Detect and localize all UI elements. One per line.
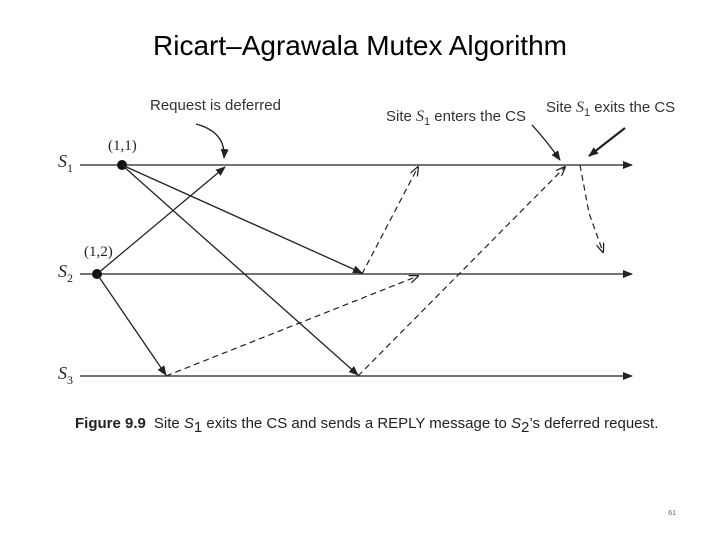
annotation-request-deferred: Request is deferred <box>150 97 281 114</box>
site-label-s2: $S_2$ <box>58 261 73 285</box>
reply-msg-s3-to-s2 <box>166 276 418 376</box>
request-msg-s1-to-s3 <box>122 165 358 375</box>
timestamp-s1: (1,1) <box>108 138 137 154</box>
slide-title: Ricart–Agrawala Mutex Algorithm <box>153 30 567 61</box>
page-number: 61 <box>668 510 676 517</box>
figure-caption: Figure 9.9 Site S1 exits the CS and sends a REPLY message to S2’s deferred request. <box>75 415 659 436</box>
reply-msg-s2-to-s1 <box>362 167 418 274</box>
site-label-s1: $S_1$ <box>58 151 73 175</box>
request-msg-s2-to-s3 <box>97 274 166 375</box>
annotation-site-exits-cs: Site $S_1$ exits the CS <box>546 99 676 119</box>
deferred-pointer-arrow <box>196 124 224 158</box>
exits-cs-pointer-arrow <box>589 128 625 156</box>
enters-cs-pointer-arrow <box>532 125 560 160</box>
annotation-site-enters-cs: Site $S_1$ enters the CS <box>386 108 527 128</box>
timestamp-s2: (1,2) <box>84 244 113 260</box>
site-label-s3: $S_3$ <box>58 363 73 387</box>
request-msg-s1-to-s2 <box>122 165 362 273</box>
deferred-reply-s1-to-s2 <box>580 165 603 252</box>
reply-msg-s3-to-s1 <box>358 167 565 376</box>
